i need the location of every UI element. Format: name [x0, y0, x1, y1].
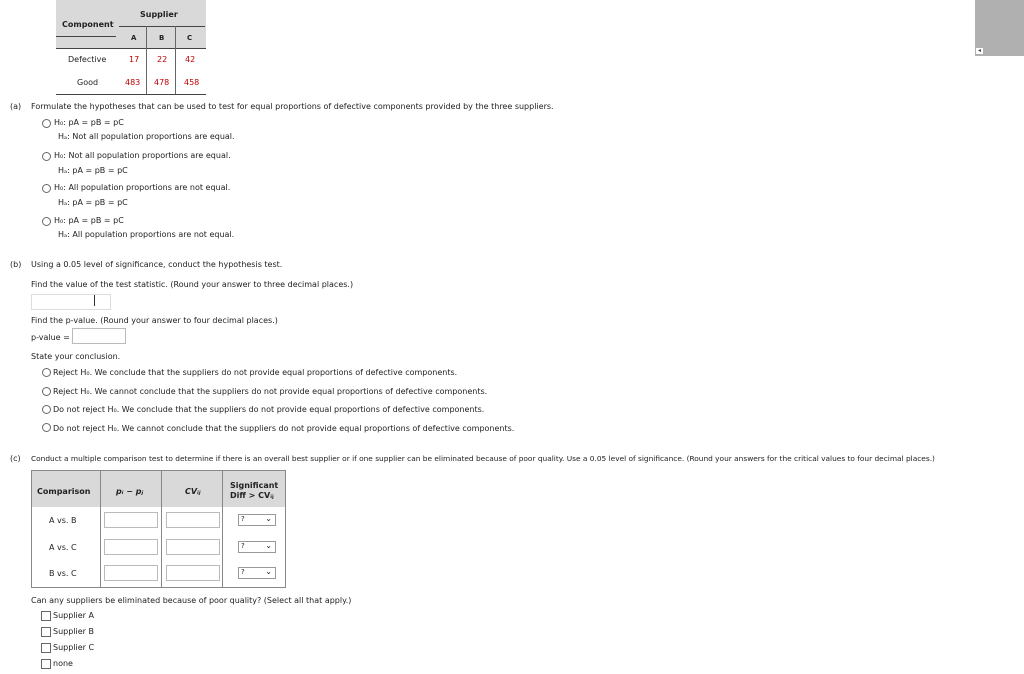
conclusion-1-text: Reject H₀. We conclude that the suppliers do not provide equal proportions of defective components.	[53, 368, 458, 377]
chevron-down-icon: ⌄	[265, 541, 272, 550]
part-c-question: Conduct a multiple comparison test to determine if there is an overall best supplier or if one supplier can be eliminated because of poor quality. Use a 0.05 level of significance. (Round your answers for the critical values to four decimal places.)	[31, 454, 935, 463]
eliminate-prompt: Can any suppliers be eliminated because of poor quality? (Select all that apply.)	[31, 596, 352, 605]
diff-input-bc[interactable]	[104, 565, 158, 581]
scroll-widget[interactable]	[975, 0, 1024, 56]
part-a-question: Formulate the hypotheses that can be used to test for equal proportions of defective components provided by the three suppliers.	[31, 102, 554, 111]
cell-defective-b: 22	[157, 55, 168, 64]
part-a-option-2-h0: H₀: Not all population proportions are equal.	[54, 151, 231, 160]
part-b-p-prompt: Find the p-value. (Round your answer to four decimal places.)	[31, 316, 278, 325]
supplier-b-checkbox[interactable]	[41, 627, 51, 637]
row-label-good: Good	[77, 78, 99, 87]
none-checkbox[interactable]	[41, 659, 51, 669]
cv-input-bc[interactable]	[166, 565, 220, 581]
p-value-label: p-value =	[31, 333, 70, 342]
supplier-table	[56, 0, 206, 96]
col-header-b: B	[159, 34, 165, 42]
conclusion-4-text: Do not reject H₀. We cannot conclude that the suppliers do not provide equal proportions of defective components.	[53, 424, 515, 433]
cell-good-a: 483	[125, 78, 141, 87]
part-a-option-3-ha: Hₐ: pA = pB = pC	[58, 198, 128, 207]
part-a-option-3-radio[interactable]	[42, 184, 51, 193]
col-header-a: A	[131, 34, 137, 42]
p-value-input[interactable]	[72, 328, 126, 344]
diff-input-ac[interactable]	[104, 539, 158, 555]
part-a-label: (a)	[10, 102, 22, 111]
supplier-a-label: Supplier A	[53, 611, 94, 620]
part-b-conclusion-prompt: State your conclusion.	[31, 352, 121, 361]
conclusion-4-radio[interactable]	[42, 423, 51, 432]
significant-header-line2: Diff > CVᵢⱼ	[230, 491, 274, 500]
significant-header-line1: Significant	[230, 481, 279, 490]
diff-input-ab[interactable]	[104, 512, 158, 528]
part-a-option-1-ha: Hₐ: Not all population proportions are equal.	[58, 132, 235, 141]
cv-input-ac[interactable]	[166, 539, 220, 555]
significant-select-bc[interactable]: ? ⌄	[238, 567, 276, 579]
conclusion-2-radio[interactable]	[42, 387, 51, 396]
part-b-label: (b)	[10, 260, 22, 269]
part-a-option-2-ha: Hₐ: pA = pB = pC	[58, 166, 128, 175]
diff-header: pᵢ − pⱼ	[116, 487, 144, 496]
cell-good-b: 478	[154, 78, 170, 87]
part-b-intro: Using a 0.05 level of significance, conduct the hypothesis test.	[31, 260, 283, 269]
supplier-b-label: Supplier B	[53, 627, 94, 636]
part-a-option-2-radio[interactable]	[42, 152, 51, 161]
significant-select-ac[interactable]: ? ⌄	[238, 541, 276, 553]
chevron-down-icon: ⌄	[265, 514, 272, 523]
chevron-down-icon: ⌄	[265, 567, 272, 576]
conclusion-1-radio[interactable]	[42, 368, 51, 377]
none-label: none	[53, 659, 73, 668]
comparison-row-label-bc: B vs. C	[49, 569, 77, 578]
conclusion-3-radio[interactable]	[42, 405, 51, 414]
supplier-a-checkbox[interactable]	[41, 611, 51, 621]
part-a-option-4-ha: Hₐ: All population proportions are not equal.	[58, 230, 235, 239]
cell-defective-c: 42	[185, 55, 196, 64]
supplier-header: Supplier	[140, 10, 178, 19]
collapse-arrow-icon[interactable]: ◂	[977, 47, 981, 54]
part-a-option-4-h0: H₀: pA = pB = pC	[54, 216, 124, 225]
comparison-row-label-ab: A vs. B	[49, 516, 77, 525]
test-statistic-input[interactable]	[31, 294, 111, 310]
significant-select-ab[interactable]: ? ⌄	[238, 514, 276, 526]
cv-header: CVᵢⱼ	[185, 487, 201, 496]
component-header: Component	[62, 20, 114, 29]
comparison-row-label-ac: A vs. C	[49, 543, 77, 552]
part-a-option-4-radio[interactable]	[42, 217, 51, 226]
part-c-label: (c)	[10, 454, 21, 463]
part-a-option-1-h0: H₀: pA = pB = pC	[54, 118, 124, 127]
cell-good-c: 458	[184, 78, 200, 87]
part-b-stat-prompt: Find the value of the test statistic. (Round your answer to three decimal places.)	[31, 280, 354, 289]
part-a-option-3-h0: H₀: All population proportions are not equal.	[54, 183, 231, 192]
cell-defective-a: 17	[129, 55, 140, 64]
col-header-c: C	[187, 34, 193, 42]
supplier-c-checkbox[interactable]	[41, 643, 51, 653]
cv-input-ab[interactable]	[166, 512, 220, 528]
supplier-c-label: Supplier C	[53, 643, 95, 652]
part-a-option-1-radio[interactable]	[42, 119, 51, 128]
conclusion-2-text: Reject H₀. We cannot conclude that the suppliers do not provide equal proportions of defective components.	[53, 387, 488, 396]
comparison-header: Comparison	[37, 487, 91, 496]
conclusion-3-text: Do not reject H₀. We conclude that the suppliers do not provide equal proportions of defective components.	[53, 405, 485, 414]
row-label-defective: Defective	[68, 55, 107, 64]
